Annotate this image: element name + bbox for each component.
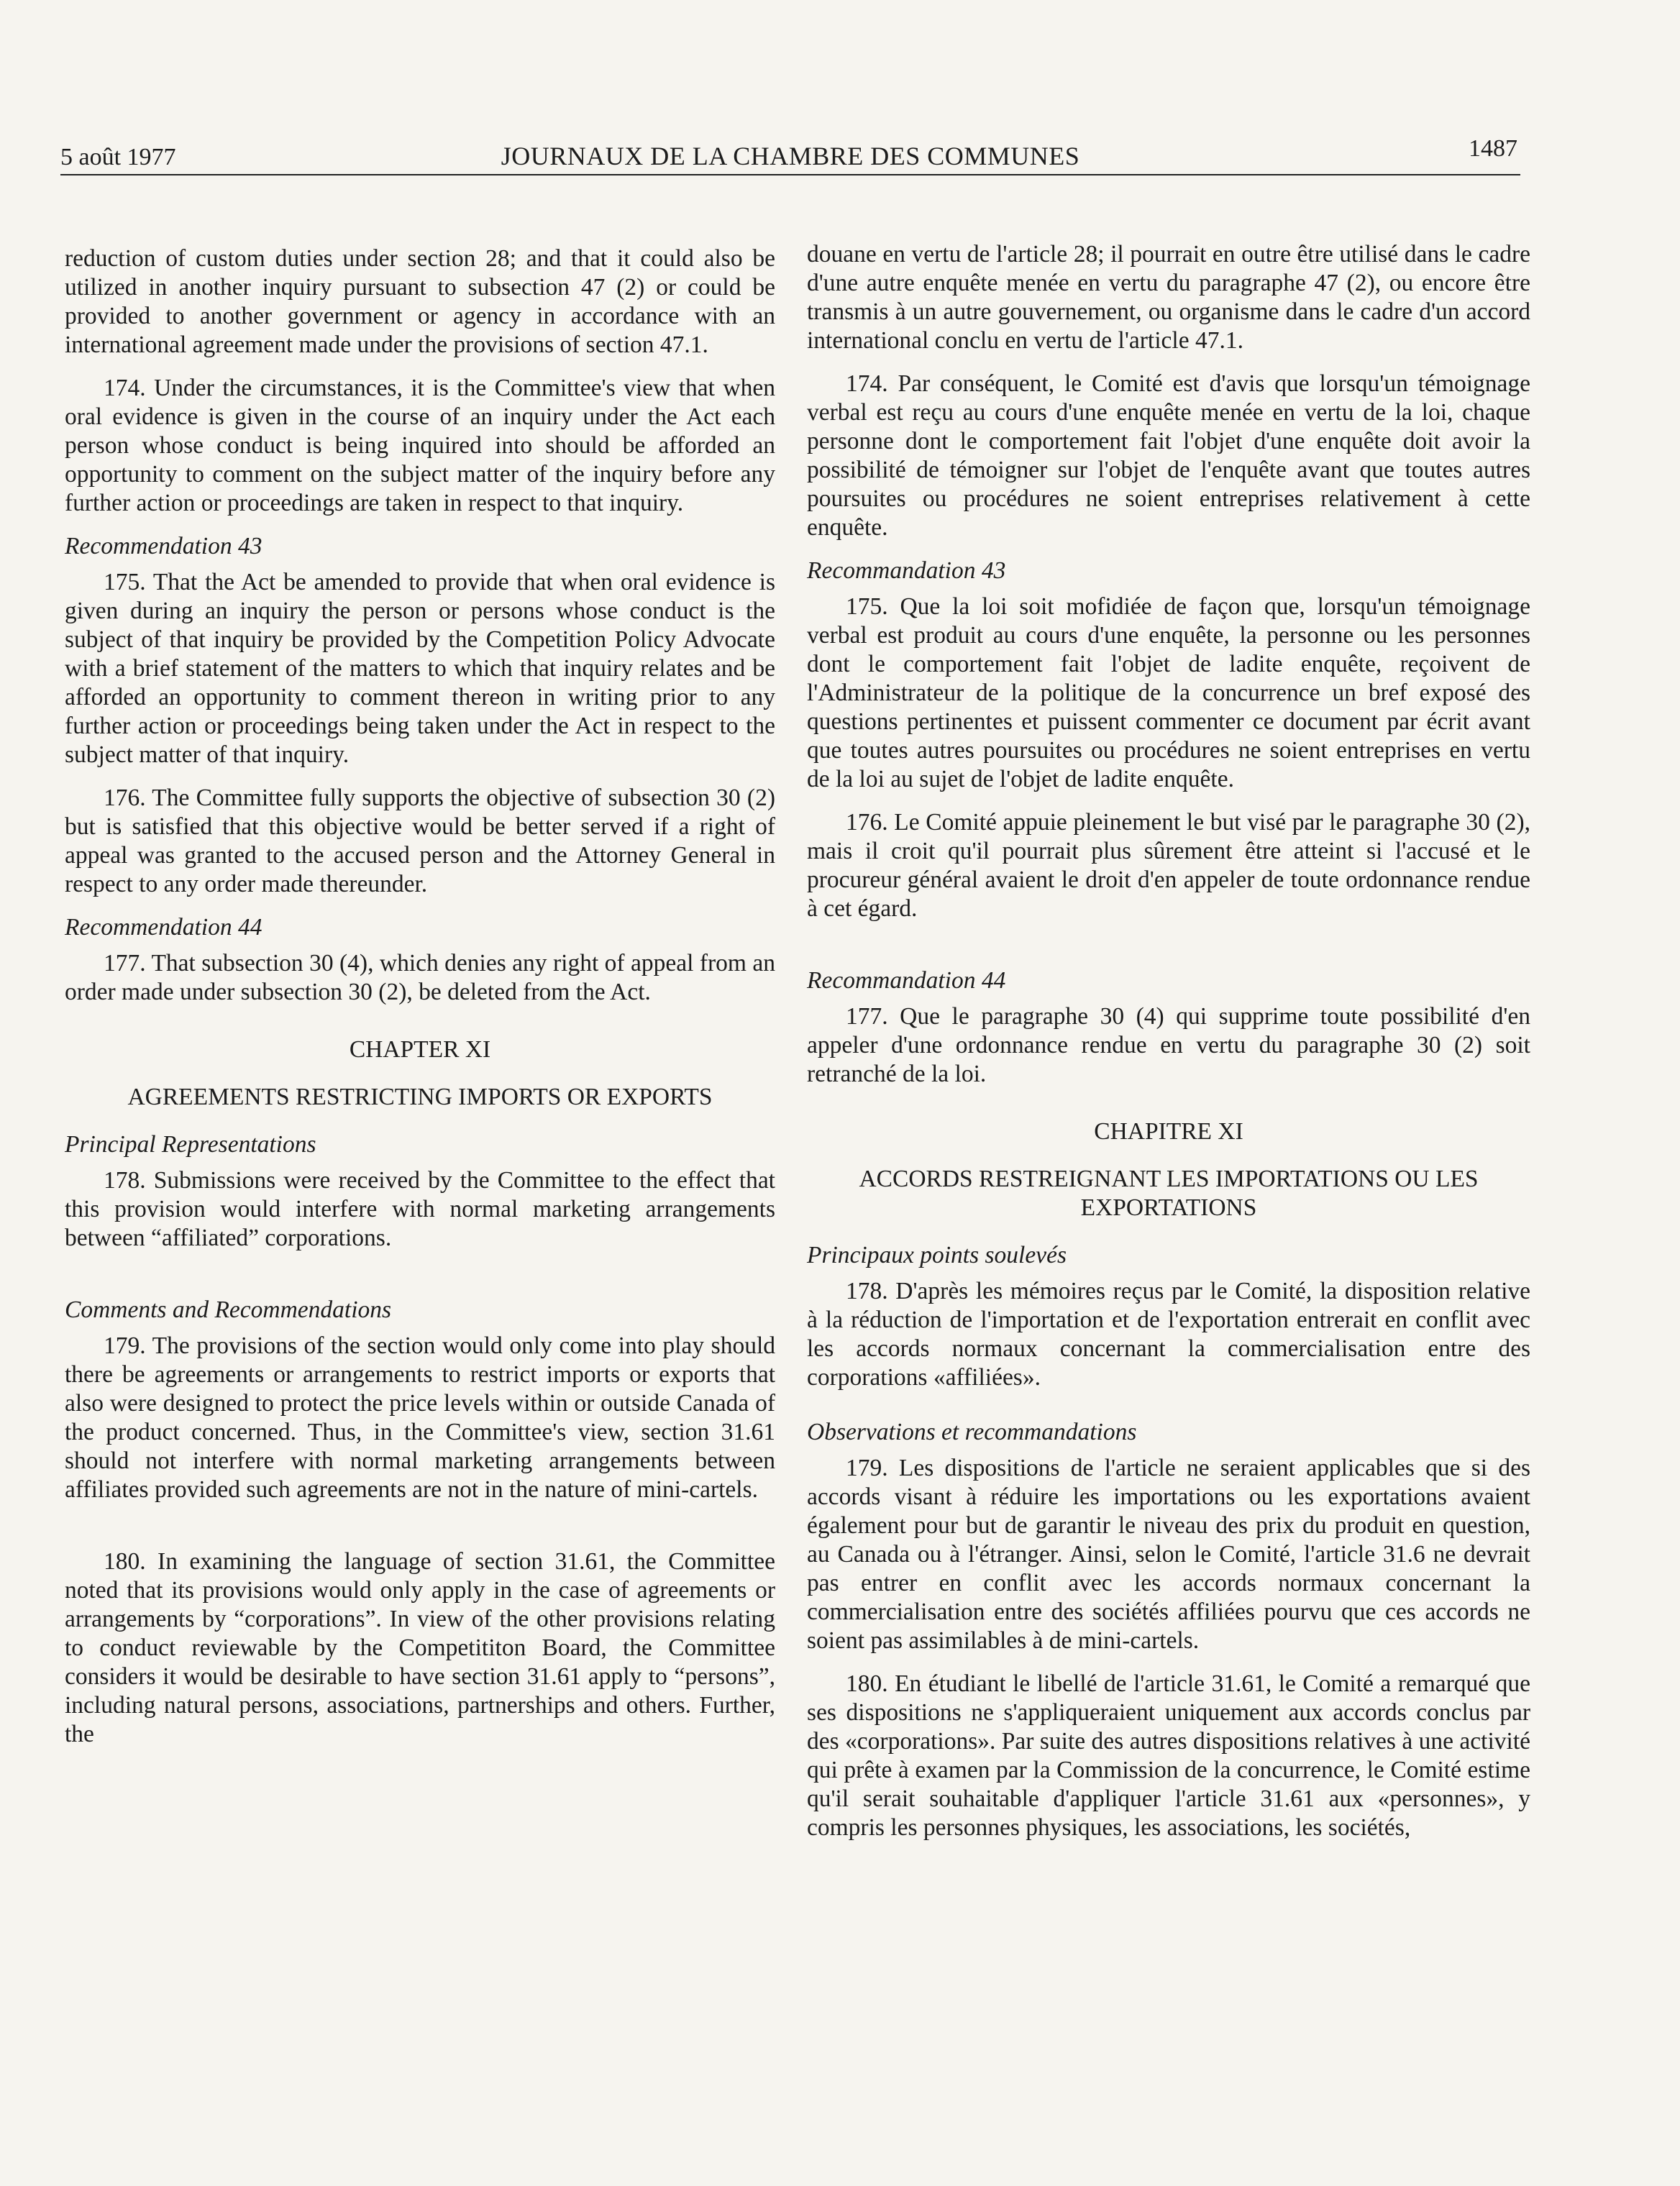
paragraph-175: 175. That the Act be amended to provide that when oral evidence is given during an inquiry the person or persons whose conduct is the subject of that inquiry be provided by the Competition Policy Advocate with a brief statement of the matters to which that inquiry relates and be afforded an opportunity to comment thereon in writing prior to any further action or proceedings being taken under the Act in respect to the subject matter of that inquiry. xyxy=(65,569,775,768)
paragraphe-180: 180. En étudiant le libellé de l'article 31.61, le Comité a remarqué que ses dispositions ne s'appliqueraient uniquement aux accords conclus par des «corporations». Par suite des autres dispositions relatives à une activité qui prête à examen par la Commission de la concurrence, le Comité estime qu'il serait souhaitable d'appliquer l'article 31.61 aux «personnes», y compris les personnes physiques, les associations, les sociétés, xyxy=(807,1670,1530,1841)
header-date: 5 août 1977 xyxy=(60,144,176,170)
chapitre-title: ACCORDS RESTREIGNANT LES IMPORTATIONS OU LES EXPORTATIONS xyxy=(859,1166,1479,1221)
paragraphe-177: 177. Que le paragraphe 30 (4) qui supprime toute possibilité d'en appeler d'une ordonnance rendue en vertu du paragraphe 30 (2) soit retranché de la loi. xyxy=(807,1003,1530,1087)
page-number: 1487 xyxy=(1469,135,1517,162)
chapter-title: AGREEMENTS RESTRICTING IMPORTS OR EXPORTS xyxy=(127,1084,713,1110)
paragraph-176: 176. The Committee fully supports the objective of subsection 30 (2) but is satisfied that this objective would be better served if a right of appeal was granted to the accused person and the Attorney General in respect to any order made thereunder. xyxy=(65,785,775,897)
paragraph-173-end: reduction of custom duties under section 28; and that it could also be utilized in another inquiry pursuant to subsection 47 (2) or could be provided to another government or agency in accordance with an international agreement made under the provisions of section 47.1. xyxy=(65,245,775,358)
paragraph-178: 178. Submissions were received by the Committee to the effect that this provision would interfere with normal marketing arrangements between “affiliated” corporations. xyxy=(65,1167,775,1251)
page-header xyxy=(60,135,1520,175)
paragraphe-176: 176. Le Comité appuie pleinement le but visé par le paragraphe 30 (2), mais il croit qu'il pourrait plus sûrement être atteint si l'accusé et le procureur général avaient le droit d'en appeler de toute ordonnance rendue à cet égard. xyxy=(807,809,1530,922)
paragraphe-173-fin: douane en vertu de l'article 28; il pourrait en outre être utilisé dans le cadre d'une autre enquête menée en vertu du paragraphe 47 (2), ou encore être transmis à un autre gouvernement, ou organisme dans le cadre d'un accord international conclu en vertu de l'article 47.1. xyxy=(807,241,1530,354)
observations-heading: Observations et recommandations xyxy=(807,1419,1137,1445)
recommandation-43-heading: Recommandation 43 xyxy=(807,557,1006,584)
paragraph-177: 177. That subsection 30 (4), which denies any right of appeal from an order made under subsection 30 (2), be deleted from the Act. xyxy=(65,950,775,1005)
principaux-points-heading: Principaux points soulevés xyxy=(807,1242,1067,1268)
chapter-heading: CHAPTER XI xyxy=(349,1036,491,1063)
english-column xyxy=(65,244,775,1763)
paragraph-180: 180. In examining the language of section 31.61, the Committee noted that its provisions would only apply in the case of agreements or arrangements by “corporations”. In view of the other provisions relating to conduct reviewable by the Competititon Board, the Committee considers it would be desirable to have section 31.61 apply to “persons”, including natural persons, associations, partnerships and others. Further, the xyxy=(65,1548,775,1747)
recommendation-44-heading: Recommendation 44 xyxy=(65,914,262,941)
principal-representations-heading: Principal Representations xyxy=(65,1131,316,1158)
chapitre-heading: CHAPITRE XI xyxy=(1094,1118,1243,1145)
header-title: JOURNAUX DE LA CHAMBRE DES COMMUNES xyxy=(501,142,1080,170)
french-column xyxy=(807,240,1530,1857)
paragraph-179: 179. The provisions of the section would only come into play should there be agreements or arrangements to restrict imports or exports that also were designed to protect the price levels within or outside Canada of the product concerned. Thus, in the Committee's view, section 31.61 should not interfere with normal marketing arrangements between affiliates provided such agreements are not in the nature of mini-cartels. xyxy=(65,1332,775,1503)
recommandation-44-heading: Recommandation 44 xyxy=(807,967,1006,994)
paragraph-174: 174. Under the circumstances, it is the Committee's view that when oral evidence is given in the course of an inquiry under the Act each person whose conduct is being inquired into should be afforded an opportunity to comment on the subject matter of the inquiry before any further action or proceedings are taken in respect to that inquiry. xyxy=(65,375,775,516)
recommendation-43-heading: Recommendation 43 xyxy=(65,533,262,559)
comments-heading: Comments and Recommendations xyxy=(65,1296,392,1323)
paragraphe-174: 174. Par conséquent, le Comité est d'avis que lorsqu'un témoignage verbal est reçu au cours d'une enquête menée en vertu de la loi, chaque personne dont le comportement fait l'objet d'une enquête doit avoir la possibilité de témoigner sur l'objet de l'enquête avant que toutes autres poursuites ou procédures ne soient entreprises relativement à cette enquête. xyxy=(807,370,1530,541)
paragraphe-179: 179. Les dispositions de l'article ne seraient applicables que si des accords visant à réduire les importations ou les exportations avaient également pour but de garantir le niveau des prix du produit en question, au Canada ou à l'étranger. Ainsi, selon le Comité, l'article 31.6 ne devrait pas entrer en conflit avec les accords normaux concernant la commercialisation entre des sociétés affiliées pourvu que ces accords ne soient pas assimilables à de mini-cartels. xyxy=(807,1455,1530,1654)
paragraphe-178: 178. D'après les mémoires reçus par le Comité, la disposition relative à la réduction de l'importation et de l'exportation entrerait en conflit avec les accords normaux concernant la commercialisation entre des corporations «affiliées». xyxy=(807,1278,1530,1391)
paragraphe-175: 175. Que la loi soit mofidiée de façon que, lorsqu'un témoignage verbal est produit au cours d'une enquête, la personne ou les personnes dont le comportement fait l'objet de ladite enquête, reçoivent de l'Administrateur de la politique de la concurrence un bref exposé des questions pertinentes et puissent commenter ce document par écrit avant que toutes autres poursuites ou procédures ne soient entreprises en vertu de la loi au sujet de l'objet de ladite enquête. xyxy=(807,593,1530,792)
